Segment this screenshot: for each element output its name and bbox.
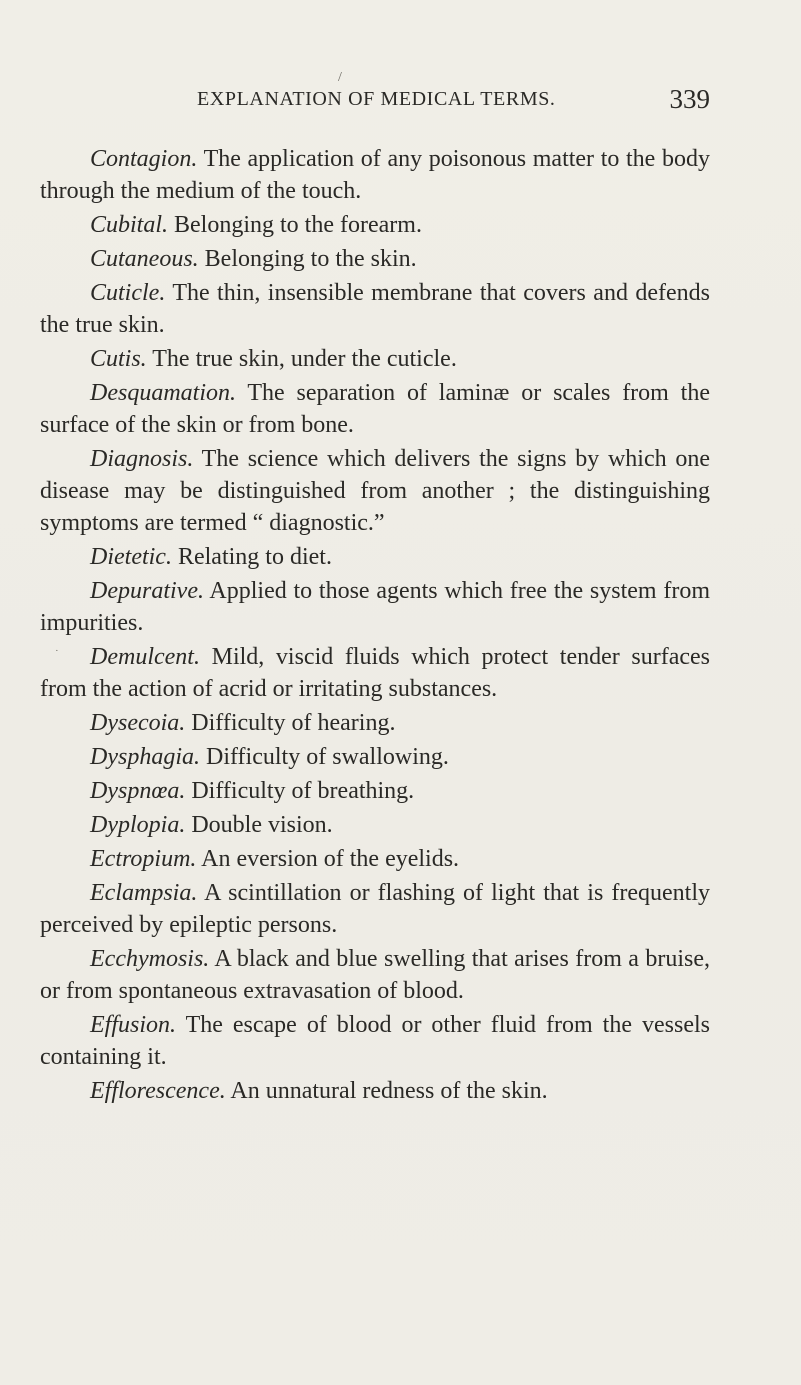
glossary-entry [40,143,710,207]
glossary-entry [40,377,710,441]
entry-term: Efflorescence. [90,1078,226,1104]
glossary-entry [40,843,710,875]
entry-definition: The thin, insensible membrane that covers and defends the true skin. [40,280,710,338]
entry-term: Eclampsia. [90,880,198,906]
entry-term: Dietetic. [90,544,172,570]
glossary-entry [40,209,710,241]
glossary-entry [40,641,710,705]
entry-definition: Difficulty of swallowing. [206,744,449,770]
entry-term: Desquamation. [90,380,236,406]
entry-term: Ectropium. [90,846,197,872]
page-header [40,84,710,118]
entry-definition: Belonging to the skin. [204,246,417,272]
glossary-entry [40,443,710,539]
print-speck: ˙ [55,648,59,660]
glossary-entry [40,877,710,941]
entry-definition: An eversion of the eyelids. [201,846,460,872]
glossary-entry [40,575,710,639]
entry-definition: Double vision. [191,812,333,838]
entry-definition: The true skin, under the cuticle. [152,346,457,372]
glossary-entries [40,143,710,1109]
entry-definition: The escape of blood or other fluid from the vessels containing it. [40,1012,710,1070]
entry-definition: Difficulty of breathing. [191,778,415,804]
glossary-entry [40,741,710,773]
entry-term: Contagion. [90,146,198,172]
glossary-entry [40,541,710,573]
entry-definition: Relating to diet. [177,544,332,570]
page-number: 339 [669,84,710,114]
glossary-entry [40,943,710,1007]
entry-definition: The application of any poisonous matter to the body through the medium of the touch. [40,146,710,204]
entry-term: Dyspnœa. [90,778,186,804]
glossary-entry [40,775,710,807]
glossary-entry [40,707,710,739]
entry-term: Cuticle. [90,280,166,306]
glossary-entry [40,243,710,275]
entry-term: Dyplopia. [90,812,186,838]
glossary-entry [40,1009,710,1073]
entry-term: Diagnosis. [90,446,194,472]
glossary-entry [40,277,710,341]
glossary-entry [40,809,710,841]
entry-definition: An unnatural redness of the skin. [230,1078,548,1104]
entry-term: Effusion. [90,1012,177,1038]
running-title: EXPLANATION OF MEDICAL TERMS. [197,88,556,110]
entry-term: Depurative. [90,578,204,604]
entry-term: Demulcent. [90,644,200,670]
entry-term: Dysphagia. [90,744,200,770]
entry-definition: A black and blue swelling that arises from a bruise, or from spontaneous extravasation of blood. [40,946,710,1004]
print-speck: / [338,70,342,85]
entry-term: Ecchymosis. [90,946,210,972]
entry-term: Cubital. [90,212,169,238]
entry-term: Cutaneous. [90,246,199,272]
entry-definition: The science which delivers the signs by which one disease may be distinguished from another ; the distinguishing symptoms are termed “ diagnostic.” [40,446,710,536]
entry-definition: A scintillation or flashing of light that is frequently perceived by epileptic persons. [40,880,710,938]
entry-definition: Mild, viscid fluids which protect tender surfaces from the action of acrid or irritating substances. [40,644,710,702]
glossary-entry [40,1075,710,1107]
entry-definition: Difficulty of hearing. [191,710,396,736]
entry-term: Dysecoia. [90,710,186,736]
entry-definition: Applied to those agents which free the system from impurities. [40,578,710,636]
entry-term: Cutis. [90,346,147,372]
entry-definition: The separation of laminæ or scales from the surface of the skin or from bone. [40,380,710,438]
entry-definition: Belonging to the forearm. [174,212,422,238]
glossary-entry [40,343,710,375]
